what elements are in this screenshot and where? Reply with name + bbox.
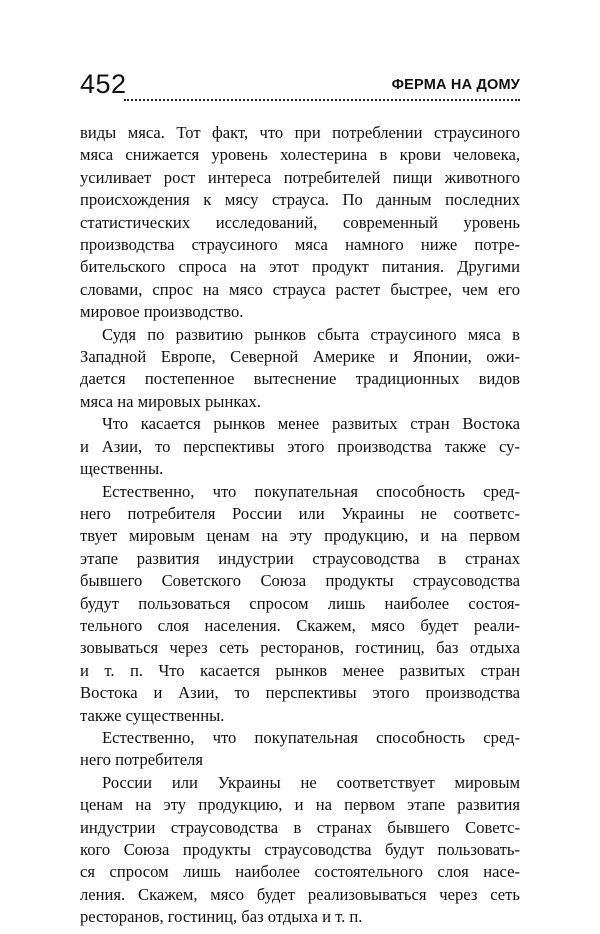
text-line: мяса на мировых рынках. — [80, 391, 261, 411]
text-line: Что касается рынков менее развитых стран Востока — [102, 414, 520, 434]
text-line: происхождения к мясу страуса. По данным последних — [80, 190, 520, 210]
text-line: зовываться через сеть ресторанов, гостиниц, баз отдыха — [80, 638, 520, 658]
text-line: бительского спроса на этот продукт питания. Другими — [80, 257, 520, 277]
text-line: него потребителя России или Украины не соответс- — [80, 503, 520, 523]
text-line: кого Союза продукты страусоводства будут пользовать- — [80, 840, 520, 859]
paragraph — [80, 324, 520, 414]
text-line: него потребителя — [80, 750, 204, 770]
text-line: индустрии страусоводства в странах бывшего Советс- — [80, 817, 520, 837]
page-header — [80, 68, 520, 106]
text-line: ценам на эту продукцию, и на первом этапе развития — [80, 795, 520, 815]
text-line: щественны. — [80, 459, 164, 479]
text-line: и Азии, то перспективы этого производства также су- — [80, 436, 520, 456]
text-body — [80, 122, 520, 929]
header-rule — [124, 99, 520, 101]
text-line: производства страусиного мяса намного ниже потре- — [80, 235, 520, 255]
running-title: ФЕРМА НА ДОМУ — [391, 77, 520, 93]
text-line: ления. Скажем, мясо будет реализовываться через сеть — [80, 884, 520, 904]
text-line: Западной Европе, Северной Америке и Японии, ожи- — [80, 347, 520, 367]
paragraph — [80, 481, 520, 727]
text-line: ресторанов, гостиниц, баз отдыха и т. п. — [80, 907, 363, 927]
text-line: Востока и Азии, то перспективы этого производства — [80, 683, 520, 703]
text-line: будут пользоваться спросом лишь наиболее состоя- — [80, 593, 520, 613]
text-line: дается постепенное вытеснение традиционных видов — [80, 369, 520, 389]
text-line: твует мировым ценам на эту продукцию, и на первом — [80, 526, 520, 546]
text-line: также существенны. — [80, 705, 225, 725]
page-number: 452 — [80, 69, 127, 99]
text-line: бывшего Советского Союза продукты страусоводства — [80, 571, 520, 591]
text-line: словами, спрос на мясо страуса растет быстрее, чем его — [80, 279, 520, 299]
text-line: и т. п. Что касается рынков менее развитых стран — [80, 660, 520, 680]
text-line: Естественно, что покупательная способность сред- — [102, 727, 520, 747]
text-line: тельного слоя населения. Скажем, мясо будет реали- — [80, 615, 520, 635]
paragraph — [80, 413, 520, 480]
paragraph — [80, 772, 520, 929]
text-line: статистических исследований, современный уровень — [80, 212, 520, 232]
paragraph — [80, 727, 520, 772]
text-line: Судя по развитию рынков сбыта страусиного мяса в — [102, 324, 520, 344]
text-line: России или Украины не соответствует мировым — [102, 772, 520, 792]
text-line: Естественно, что покупательная способность сред- — [102, 481, 520, 501]
text-line: усиливает рост интереса потребителей пищи животного — [80, 167, 520, 187]
text-line: этапе развития индустрии страусоводства в странах — [80, 548, 520, 568]
text-line: мяса снижается уровень холестерина в крови человека, — [80, 145, 520, 165]
text-line: виды мяса. Тот факт, что при потреблении страусиного — [80, 123, 520, 142]
text-line: мировое производство. — [80, 302, 244, 322]
text-line: ся спросом лишь наиболее состоятельного слоя насе- — [80, 862, 520, 882]
paragraph — [80, 122, 520, 324]
